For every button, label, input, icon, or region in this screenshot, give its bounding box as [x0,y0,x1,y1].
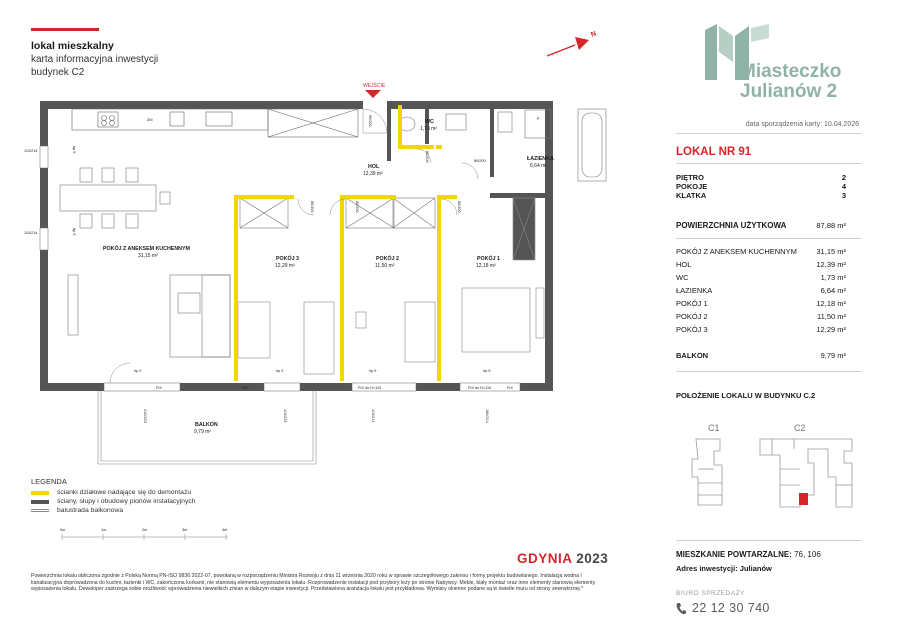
room-label: WC [676,273,689,282]
room-value: 12,29 m² [816,325,846,334]
sales-office-label: BIURO SPRZEDAŻY [676,590,745,597]
kitchen-counter [72,109,358,137]
room-area: 9,79 m² [194,429,211,435]
card-date: data sporządzenia karty: 10.04.2026 [745,121,859,128]
entrance-label: WEJŚCIE [363,83,386,89]
room-label: ŁAZIENKA [676,286,713,295]
usable-area-value: 87,88 m² [816,221,846,230]
location-title: POŁOŻENIE LOKALU W BUDYNKU C.2 [676,391,816,400]
room-area: 12,18 m² [476,263,496,269]
header-subtitle: karta informacyjna inwestycji [31,54,159,65]
dining-table [60,168,170,228]
room-value: 6,64 m² [820,286,846,295]
room-area: 12,29 m² [275,263,295,269]
minimap-c2-label: C2 [794,423,806,433]
door-dim: 80/200 [310,201,314,213]
window-hp: hp 9 [369,369,377,373]
header-title: lokal mieszkalny [31,40,114,52]
info-value: 3 [841,191,846,200]
room-area: 11,50 m² [375,263,395,269]
balcony-value: 9,79 m² [820,351,846,360]
header-building: budynek C2 [31,67,85,78]
window-dim: 110/214 [24,149,38,153]
room-name: ŁAZIENKA [527,156,554,162]
legend-label: ścianki działowe nadające się do demontażu [57,489,192,496]
door-dim: 80/200 [355,201,359,213]
window-dim: 110/214 [24,231,38,235]
room-name: POKÓJ 1 [477,256,500,262]
legend-title: LEGENDA [31,477,67,486]
repeated-flats-label: MIESZKANIE POWTARZALNE: [676,550,792,559]
room-name: HOL [368,164,380,170]
left-windows [24,146,76,250]
info-label: KLATKA [676,191,707,200]
room-label: HOL [676,260,692,269]
fix-label: FIX [507,386,513,390]
fix-label: FIX do H=110 [468,386,492,390]
room-value: 12,39 m² [816,260,846,269]
window-dim: 110/214 [371,409,375,423]
balcony-label: BALKON [676,351,709,360]
window-hp: hp 9 [483,369,491,373]
washer-label: P [537,117,540,121]
window-dim: 210/223 [143,409,147,423]
hall-wardrobe [240,198,435,228]
door-dim: 80/200 [425,151,429,163]
fix-label: FIX [242,386,248,390]
room-label: POKÓJ 1 [676,299,708,308]
legend-label: balustrada balkonowa [57,507,124,514]
door-dim: 90/200 [368,115,372,127]
entrance-arrow-icon [365,90,381,98]
room-area: 12,39 m² [363,171,383,177]
scale-label: 3m [182,528,188,532]
scale-label: 0m [60,528,66,532]
room-value: 1,73 m² [820,273,846,282]
window-hp: hp 9 [72,146,76,154]
room-area: 31,15 m² [138,253,158,259]
room-label: POKÓJ 2 [676,312,708,321]
minimap-c1-label: C1 [708,423,720,433]
investment-address: Adres inwestycji: Julianów [676,564,772,573]
phone-number: 22 12 30 740 [692,601,770,615]
room-label: POKÓJ Z ANEKSEM KUCHENNYM [676,247,797,256]
room-area: 1,73 m² [420,126,437,132]
window-dim: 180/214 [485,409,489,423]
fix-label: FIX do H=110 [358,386,382,390]
logo-line-2: Julianów 2 [740,81,838,102]
room-name: POKÓJ Z ANEKSEM KUCHENNYM [103,246,190,252]
door-dim: 80/200 [457,201,461,213]
scale-label: 1m [101,528,107,532]
info-label: PIĘTRO [676,173,704,182]
room-label: POKÓJ 3 [676,325,708,334]
room-name: BALKON [195,422,218,428]
info-value: 4 [841,182,846,191]
lokal-number: LOKAL NR 91 [676,146,752,158]
fridge-label: ZM [147,118,153,122]
scale-label: 2m [142,528,148,532]
window-hp: hp 9 [72,228,76,236]
room-value: 12,18 m² [816,299,846,308]
svg-text:N: N [590,30,598,39]
demolishable-partitions [234,105,457,381]
door-dim: 80/200 [474,159,486,163]
bottom-windows [104,369,520,423]
window-hp: hp 0 [134,369,142,373]
scale-label: 4m [222,528,228,532]
room-value: 11,50 m² [816,312,846,321]
logo-line-1: Miasteczko [740,61,842,82]
window-dim: 110/223 [283,409,287,423]
sofa [68,275,230,357]
legend-label: ściany, słupy i obudowy pionów instalacyjnych [57,498,196,505]
usable-area-label: POWIERZCHNIA UŻYTKOWA [676,221,787,230]
room-furniture [238,198,544,374]
footnote: Powierzchnia lokalu obliczona zgodnie z Polską Normą PN-ISO 9836:2022-07, powołaną w rozporządzeniu Ministra Rozwoju z dnia 11 września 2020 roku w sprawie szczegółowego zakresu i formy projektu budowlanego. Instalacja wodna i kanalizacyjna doprowadzona do kuchni, łazienki i WC, zakończona korkami, nie stanowią elementu wyposażenia lokalu. Rozprowadzenie instalacji pod przybory leży po stronie Nabywcy. Meble, biały montaż oraz inne elementy stanowią elementy wyposażenia lokalu. Deweloper zastrzega sobie możliwość wprowadzenia niewielkich zmian w dalszym etapie inwestycji. Przedstawiona aranżacja lokalu jest przykładowa. Wymiary okienne podane są w świetle muru od strony zewnętrznej.* [31,573,596,593]
repeated-flats-value: 76, 106 [794,550,821,559]
room-value: 31,15 m² [816,247,846,256]
room-area: 6,64 m² [530,163,547,169]
info-value: 2 [841,173,846,182]
fix-label: FIX [156,386,162,390]
gdynia-city: GDYNIA [517,551,573,566]
room-name: POKÓJ 2 [376,256,399,262]
info-label: POKOJE [676,182,708,191]
gdynia-year: 2023 [576,551,609,566]
window-hp: hp 0 [276,369,284,373]
room-name: WC [425,119,434,125]
room-name: POKÓJ 3 [276,256,299,262]
